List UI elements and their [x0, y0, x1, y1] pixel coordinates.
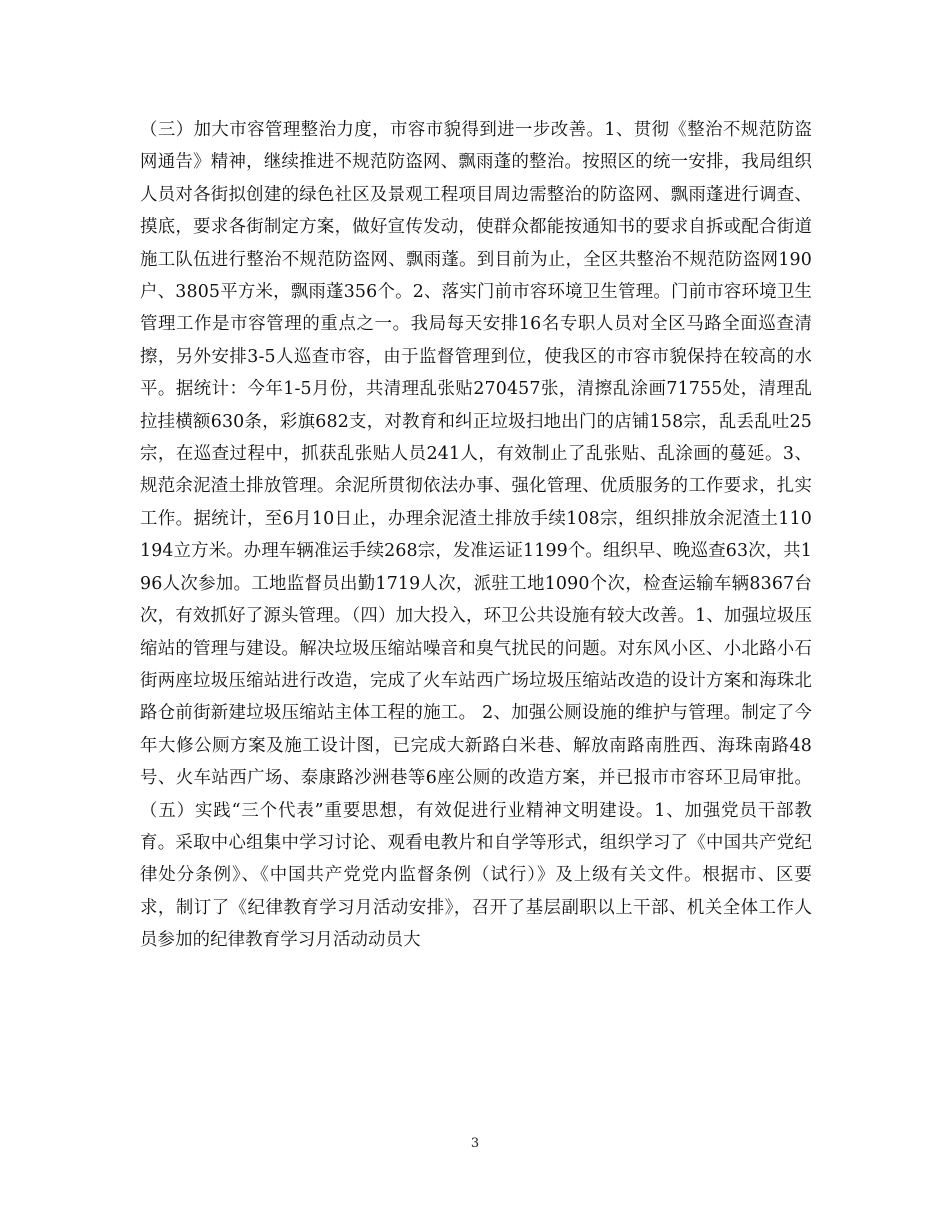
body-paragraph: （三）加大市容管理整治力度，市容市貌得到进一步改善。1、贯彻《整治不规范防盗网通告》精神，继续推进不规范防盗网、飘雨蓬的整治。按照区的统一安排，我局组织人员对各街拟创建的绿色社区及景观工程项目周边需整治的防盗网、飘雨蓬进行调查、摸底，要求各街制定方案，做好宣传发动，使群众都能按通知书的要求自拆或配合街道施工队伍进行整治不规范防盗网、飘雨蓬。到目前为止，全区共整治不规范防盗网190户、3805平方米，飘雨蓬356个。2、落实门前市容环境卫生管理。门前市容环境卫生管理工作是市容管理的重点之一。我局每天安排16名专职人员对全区马路全面巡查清擦，另外安排3-5人巡查市容，由于监督管理到位，使我区的市容市貌保持在较高的水平。据统计：今年1-5月份，共清理乱张贴270457张，清擦乱涂画71755处，清理乱拉挂横额630条，彩旗682支，对教育和纠正垃圾扫地出门的店铺158宗，乱丢乱吐25宗，在巡查过程中，抓获乱张贴人员241人，有效制止了乱张贴、乱涂画的蔓延。3、规范余泥渣土排放管理。余泥所贯彻依法办事、强化管理、优质服务的工作要求，扎实工作。据统计，至6月10日止，办理余泥渣土排放手续108宗，组织排放余泥渣土110194立方米。办理车辆准运手续268宗，发准运证1199个。组织早、晚巡查63次，共196人次参加。工地监督员出勤1719人次，派驻工地1090个次，检查运输车辆8367台次，有效抓好了源头管理。（四）加大投入，环卫公共设施有较大改善。1、加强垃圾压缩站的管理与建设。解决垃圾压缩站噪音和臭气扰民的问题。对东风小区、小北路小石街两座垃圾压缩站进行改造，完成了火车站西广场垃圾压缩站改造的设计方案和海珠北路仓前街新建垃圾压缩站主体工程的施工。 2、加强公厕设施的维护与管理。制定了今年大修公厕方案及施工设计图，已完成大新路白米巷、解放南路南胜西、海珠南路48号、火车站西广场、泰康路沙洲巷等6座公厕的改造方案，并已报市市容环卫局审批。 （五）实践“三个代表”重要思想，有效促进行业精神文明建设。1、加强党员干部教育。采取中心组集中学习讨论、观看电教片和自学等形式，组织学习了《中国共产党纪律处分条例》、《中国共产党党内监督条例（试行）》及上级有关文件。根据市、区要求，制订了《纪律教育学习月活动安排》，召开了基层副职以上干部、机关全体工作人员参加的纪律教育学习月活动动员大 [140, 120, 813, 951]
page-number: 3 [470, 1136, 480, 1151]
